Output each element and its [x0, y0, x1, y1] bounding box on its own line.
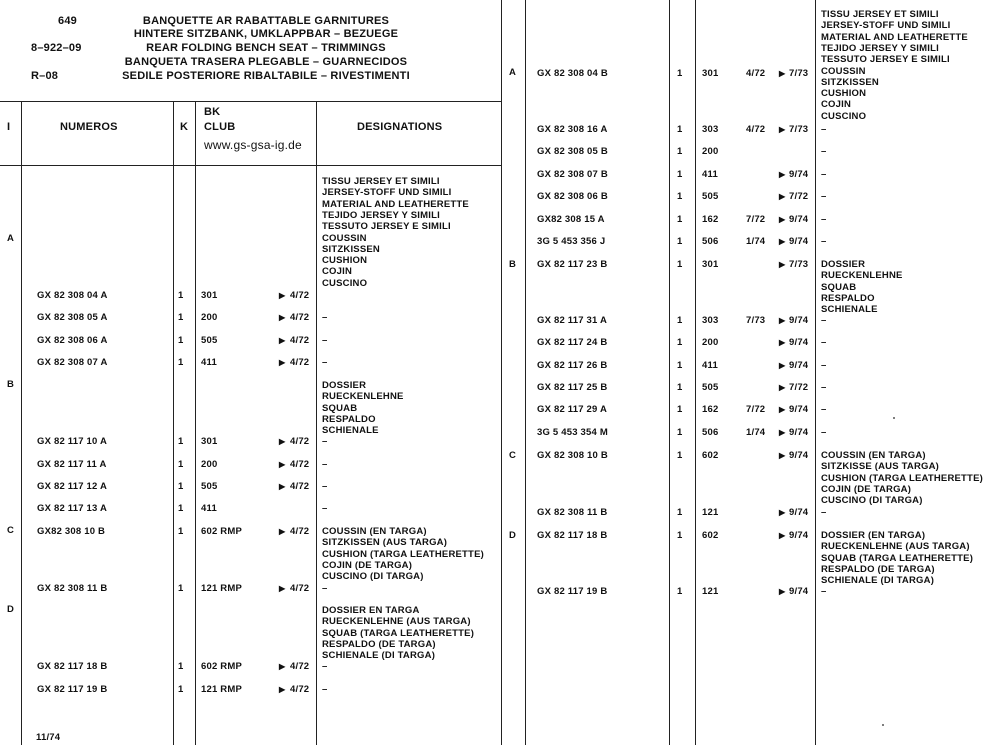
designation-line: CUSHION — [821, 88, 867, 100]
until-arrow-icon: ▶ — [779, 170, 786, 179]
until-date: 7/72 — [789, 191, 809, 202]
page-number: 649 — [58, 15, 77, 27]
designation-dash: – — [821, 146, 827, 157]
quantity-k: 1 — [178, 335, 184, 346]
until-arrow-icon: ▶ — [779, 260, 786, 269]
quantity-k: 1 — [677, 259, 683, 270]
designation-line: TEJIDO JERSEY Y SIMILI — [821, 42, 939, 54]
designation-line: MATERIAL AND LEATHERETTE — [821, 31, 968, 43]
quantity-k: 1 — [677, 450, 683, 461]
until-arrow-icon: ▶ — [279, 584, 286, 593]
designation-dash: – — [821, 337, 827, 348]
part-number: GX 82 117 10 A — [37, 436, 108, 447]
designation-dash: – — [821, 214, 827, 225]
designation-line: RUECKENLEHNE — [821, 270, 903, 282]
quantity-k: 1 — [677, 427, 683, 438]
quantity-k: 1 — [178, 312, 184, 323]
until-arrow-icon: ▶ — [779, 361, 786, 370]
quantity-k: 1 — [677, 191, 683, 202]
color-code: 602 — [702, 530, 719, 541]
designation-line: SQUAB — [821, 281, 857, 293]
col-header-index: I — [7, 121, 11, 133]
until-arrow-icon: ▶ — [779, 508, 786, 517]
quantity-k: 1 — [677, 315, 683, 326]
right-col-divider-k — [695, 0, 696, 745]
group-letter: B — [7, 379, 15, 390]
until-arrow-icon: ▶ — [279, 437, 286, 446]
color-code: 411 — [201, 357, 217, 368]
color-code: 162 — [702, 404, 719, 415]
col-header-bk: BK — [204, 106, 221, 118]
designation-line: TESSUTO JERSEY E SIMILI — [322, 221, 451, 233]
quantity-k: 1 — [677, 507, 683, 518]
scan-speck — [893, 417, 895, 419]
designation-dash: – — [821, 586, 827, 597]
designation-line: COUSSIN (EN TARGA) — [322, 526, 427, 537]
until-date: 7/73 — [789, 259, 809, 270]
part-number: GX 82 117 23 B — [537, 259, 608, 270]
part-number: GX 82 308 05 A — [37, 312, 108, 323]
designation-dash: – — [821, 382, 827, 393]
color-code: 303 — [702, 124, 719, 135]
designation-dash: – — [322, 583, 328, 594]
left-col-divider-k — [195, 101, 196, 745]
until-date: 9/74 — [789, 404, 809, 415]
group-letter: B — [509, 259, 517, 270]
until-date: 4/72 — [290, 357, 310, 368]
group-letter: A — [7, 233, 15, 244]
designation-line: CUSCINO — [821, 110, 867, 122]
designation-line: SQUAB (TARGA LEATHERETTE) — [821, 552, 974, 564]
until-date: 9/74 — [789, 214, 809, 225]
color-code: 200 — [201, 312, 218, 323]
until-date: 9/74 — [789, 507, 809, 518]
quantity-k: 1 — [178, 481, 184, 492]
title-line-it: SEDILE POSTERIORE RIBALTABILE – RIVESTIMENTI — [122, 70, 410, 82]
quantity-k: 1 — [677, 214, 683, 225]
designation-line: COUSSIN — [322, 232, 367, 244]
group-letter: A — [509, 67, 517, 78]
part-number: GX 82 117 19 B — [37, 684, 108, 695]
designation-line: SCHIENALE — [322, 425, 379, 437]
until-arrow-icon: ▶ — [279, 685, 286, 694]
part-number: GX 82 117 29 A — [537, 404, 608, 415]
from-date: 4/72 — [746, 68, 766, 79]
until-date: 9/74 — [789, 236, 809, 247]
designation-line: RUECKENLEHNE — [322, 391, 404, 403]
scan-speck — [882, 724, 884, 726]
until-arrow-icon: ▶ — [779, 428, 786, 437]
until-arrow-icon: ▶ — [779, 69, 786, 78]
until-arrow-icon: ▶ — [779, 215, 786, 224]
until-arrow-icon: ▶ — [779, 125, 786, 134]
designation-line: CUSHION — [322, 255, 368, 267]
designation-line: TISSU JERSEY ET SIMILI — [322, 176, 440, 187]
designation-line: RUECKENLEHNE (AUS TARGA) — [322, 616, 471, 628]
color-code: 121 RMP — [201, 583, 243, 594]
from-date: 7/72 — [746, 214, 766, 225]
designation-dash: – — [322, 335, 328, 346]
designation-line: JERSEY-STOFF UND SIMILI — [322, 187, 452, 199]
from-date: 7/72 — [746, 404, 766, 415]
designation-line: COJIN — [821, 99, 852, 111]
quantity-k: 1 — [677, 124, 683, 135]
color-code: 506 — [702, 236, 719, 247]
quantity-k: 1 — [677, 146, 683, 157]
color-code: 303 — [702, 315, 719, 326]
color-code: 411 — [702, 360, 718, 371]
color-code: 301 — [201, 436, 218, 447]
left-col-divider-bk — [316, 101, 317, 745]
designation-line: RESPALDO — [821, 292, 875, 304]
col-header-k: K — [180, 121, 189, 133]
right-col-divider-bk — [815, 0, 816, 745]
color-code: 411 — [702, 169, 718, 180]
part-number: GX 82 117 11 A — [37, 459, 107, 470]
part-number: GX 82 117 26 B — [537, 360, 608, 371]
header-rule — [0, 101, 501, 102]
designation-dash: – — [821, 360, 827, 371]
quantity-k: 1 — [677, 530, 683, 541]
until-arrow-icon: ▶ — [279, 358, 286, 367]
quantity-k: 1 — [178, 357, 184, 368]
until-date: 4/72 — [290, 661, 310, 672]
quantity-k: 1 — [178, 526, 184, 537]
group-letter: D — [7, 604, 15, 615]
color-code: 200 — [702, 146, 719, 157]
part-number: GX 82 117 18 B — [537, 530, 608, 541]
part-number: GX 82 308 11 B — [537, 507, 608, 518]
color-code: 301 — [201, 290, 218, 301]
website-link[interactable]: www.gs-gsa-ig.de — [204, 138, 302, 152]
designation-dash: – — [821, 124, 827, 135]
quantity-k: 1 — [677, 382, 683, 393]
until-arrow-icon: ▶ — [779, 316, 786, 325]
quantity-k: 1 — [178, 459, 184, 470]
revision-code: R–08 — [31, 70, 59, 82]
from-date: 1/74 — [746, 236, 766, 247]
quantity-k: 1 — [677, 337, 683, 348]
designation-line: RESPALDO — [322, 413, 376, 425]
from-date: 4/72 — [746, 124, 766, 135]
column-header-rule — [0, 165, 501, 166]
designation-dash: – — [322, 459, 328, 470]
until-arrow-icon: ▶ — [779, 237, 786, 246]
group-letter: D — [509, 530, 517, 541]
until-date: 9/74 — [789, 586, 809, 597]
until-arrow-icon: ▶ — [779, 192, 786, 201]
until-arrow-icon: ▶ — [279, 313, 286, 322]
designation-dash: – — [322, 661, 328, 672]
until-date: 9/74 — [789, 315, 809, 326]
part-number: GX 82 117 19 B — [537, 586, 608, 597]
part-number: GX 82 117 24 B — [537, 337, 608, 348]
until-date: 4/72 — [290, 312, 310, 323]
until-arrow-icon: ▶ — [779, 383, 786, 392]
left-col-divider-numeros — [173, 101, 174, 745]
quantity-k: 1 — [677, 360, 683, 371]
until-date: 4/72 — [290, 684, 310, 695]
designation-dash: – — [821, 236, 827, 247]
color-code: 121 RMP — [201, 684, 243, 695]
designation-line: SITZKISSEN — [322, 243, 380, 255]
designation-line: SQUAB (TARGA LEATHERETTE) — [322, 627, 475, 639]
part-number: GX 82 308 11 B — [37, 583, 108, 594]
part-number: GX 82 308 06 B — [537, 191, 608, 202]
part-number: GX 82 308 04 A — [37, 290, 108, 301]
designation-dash: – — [322, 503, 328, 514]
quantity-k: 1 — [178, 290, 184, 301]
designation-line: CUSCINO — [322, 277, 368, 289]
designation-dash: – — [821, 404, 827, 415]
quantity-k: 1 — [178, 503, 184, 514]
left-panel-border — [501, 0, 502, 745]
designation-dash: – — [821, 507, 827, 518]
color-code: 602 RMP — [201, 661, 243, 672]
designation-line: TESSUTO JERSEY E SIMILI — [821, 54, 950, 66]
designation-line: RUECKENLEHNE (AUS TARGA) — [821, 541, 970, 553]
until-arrow-icon: ▶ — [279, 482, 286, 491]
reference-code: 8–922–09 — [31, 42, 82, 54]
designation-dash: – — [322, 436, 328, 447]
until-date: 4/72 — [290, 459, 310, 470]
part-number: 3G 5 453 354 M — [537, 427, 608, 438]
right-col-divider-numeros — [669, 0, 670, 745]
color-code: 200 — [702, 337, 719, 348]
designation-line: COJIN — [322, 266, 353, 278]
designation-line: CUSHION (TARGA LEATHERETTE) — [322, 548, 484, 560]
group-letter: C — [509, 450, 517, 461]
color-code: 506 — [702, 427, 719, 438]
col-header-designations: DESIGNATIONS — [357, 121, 443, 133]
color-code: 301 — [702, 68, 719, 79]
quantity-k: 1 — [677, 169, 683, 180]
designation-line: SITZKISSEN (AUS TARGA) — [322, 537, 448, 549]
until-date: 4/72 — [290, 583, 310, 594]
designation-line: MATERIAL AND LEATHERETTE — [322, 198, 469, 210]
until-arrow-icon: ▶ — [279, 460, 286, 469]
from-date: 1/74 — [746, 427, 766, 438]
designation-line: COUSSIN (EN TARGA) — [821, 450, 926, 461]
designation-dash: – — [821, 169, 827, 180]
designation-line: SITZKISSEN — [821, 76, 879, 88]
part-number: 3G 5 453 356 J — [537, 236, 606, 247]
part-number: GX 82 117 31 A — [537, 315, 608, 326]
part-number: GX 82 308 05 B — [537, 146, 608, 157]
designation-line: DOSSIER — [322, 380, 367, 391]
designation-line: RESPALDO (DE TARGA) — [322, 638, 436, 650]
color-code: 301 — [702, 259, 719, 270]
quantity-k: 1 — [677, 236, 683, 247]
color-code: 200 — [201, 459, 218, 470]
until-date: 4/72 — [290, 335, 310, 346]
designation-line: JERSEY-STOFF UND SIMILI — [821, 20, 951, 32]
until-arrow-icon: ▶ — [279, 527, 286, 536]
quantity-k: 1 — [178, 661, 184, 672]
until-arrow-icon: ▶ — [779, 405, 786, 414]
designation-dash: – — [322, 357, 328, 368]
part-number: GX 82 117 13 A — [37, 503, 108, 514]
designation-dash: – — [821, 315, 827, 326]
part-number: GX82 308 10 B — [37, 526, 106, 537]
title-line-de: HINTERE SITZBANK, UMKLAPPBAR – BEZUEGE — [133, 28, 399, 40]
part-number: GX 82 308 16 A — [537, 124, 608, 135]
until-date: 9/74 — [789, 530, 809, 541]
part-number: GX 82 117 25 B — [537, 382, 608, 393]
col-header-club: CLUB — [204, 121, 236, 133]
quantity-k: 1 — [677, 586, 683, 597]
from-date: 7/73 — [746, 315, 766, 326]
designation-dash: – — [322, 481, 328, 492]
color-code: 602 RMP — [201, 526, 243, 537]
quantity-k: 1 — [677, 404, 683, 415]
designation-line: SCHIENALE (DI TARGA) — [821, 575, 935, 587]
designation-line: SCHIENALE (DI TARGA) — [322, 650, 436, 662]
designation-dash: – — [322, 312, 328, 323]
designation-line: DOSSIER (EN TARGA) — [821, 530, 926, 541]
title-line-es: BANQUETA TRASERA PLEGABLE – GUARNECIDOS — [124, 56, 408, 68]
designation-line: DOSSIER — [821, 259, 866, 270]
designation-line: SQUAB — [322, 402, 358, 414]
until-date: 4/72 — [290, 290, 310, 301]
part-number: GX 82 308 06 A — [37, 335, 108, 346]
until-date: 7/72 — [789, 382, 809, 393]
until-arrow-icon: ▶ — [779, 531, 786, 540]
until-date: 9/74 — [789, 169, 809, 180]
designation-line: RESPALDO (DE TARGA) — [821, 563, 935, 575]
until-arrow-icon: ▶ — [779, 587, 786, 596]
designation-dash: – — [322, 684, 328, 695]
until-date: 7/73 — [789, 68, 809, 79]
until-date: 9/74 — [789, 450, 809, 461]
until-date: 4/72 — [290, 526, 310, 537]
until-arrow-icon: ▶ — [779, 451, 786, 460]
until-date: 4/72 — [290, 481, 310, 492]
color-code: 121 — [702, 507, 719, 518]
color-code: 411 — [201, 503, 217, 514]
color-code: 505 — [201, 481, 218, 492]
title-line-en: REAR FOLDING BENCH SEAT – TRIMMINGS — [146, 42, 386, 54]
color-code: 505 — [702, 191, 719, 202]
until-arrow-icon: ▶ — [279, 291, 286, 300]
designation-line: SITZKISSE (AUS TARGA) — [821, 461, 940, 473]
until-arrow-icon: ▶ — [279, 336, 286, 345]
color-code: 505 — [702, 382, 719, 393]
color-code: 602 — [702, 450, 719, 461]
color-code: 162 — [702, 214, 719, 225]
part-number: GX 82 308 07 A — [37, 357, 108, 368]
col-header-numeros: NUMEROS — [60, 121, 118, 133]
color-code: 505 — [201, 335, 218, 346]
right-col-divider-index — [525, 0, 526, 745]
part-number: GX 82 117 12 A — [37, 481, 108, 492]
until-date: 7/73 — [789, 124, 809, 135]
part-number: GX 82 308 07 B — [537, 169, 608, 180]
designation-line: DOSSIER EN TARGA — [322, 605, 420, 616]
designation-line: SCHIENALE — [821, 304, 878, 316]
until-arrow-icon: ▶ — [279, 662, 286, 671]
part-number: GX82 308 15 A — [537, 214, 605, 225]
designation-dash: – — [821, 191, 827, 202]
title-line-fr: BANQUETTE AR RABATTABLE GARNITURES — [142, 15, 390, 27]
color-code: 121 — [702, 586, 719, 597]
designation-line: TISSU JERSEY ET SIMILI — [821, 9, 939, 20]
designation-line: COJIN (DE TARGA) — [821, 483, 912, 495]
designation-dash: – — [821, 427, 827, 438]
designation-line: CUSCINO (DI TARGA) — [322, 571, 424, 583]
quantity-k: 1 — [178, 684, 184, 695]
designation-line: COUSSIN — [821, 65, 866, 77]
footer-date: 11/74 — [36, 732, 61, 743]
quantity-k: 1 — [178, 583, 184, 594]
part-number: GX 82 308 04 B — [537, 68, 608, 79]
designation-line: TEJIDO JERSEY Y SIMILI — [322, 209, 440, 221]
part-number: GX 82 308 10 B — [537, 450, 608, 461]
group-letter: C — [7, 525, 15, 536]
until-arrow-icon: ▶ — [779, 338, 786, 347]
quantity-k: 1 — [677, 68, 683, 79]
designation-line: COJIN (DE TARGA) — [322, 559, 413, 571]
until-date: 9/74 — [789, 337, 809, 348]
designation-line: CUSHION (TARGA LEATHERETTE) — [821, 472, 983, 484]
quantity-k: 1 — [178, 436, 184, 447]
until-date: 9/74 — [789, 360, 809, 371]
part-number: GX 82 117 18 B — [37, 661, 108, 672]
designation-line: CUSCINO (DI TARGA) — [821, 495, 923, 507]
until-date: 4/72 — [290, 436, 310, 447]
left-col-divider-index — [21, 101, 22, 745]
until-date: 9/74 — [789, 427, 809, 438]
